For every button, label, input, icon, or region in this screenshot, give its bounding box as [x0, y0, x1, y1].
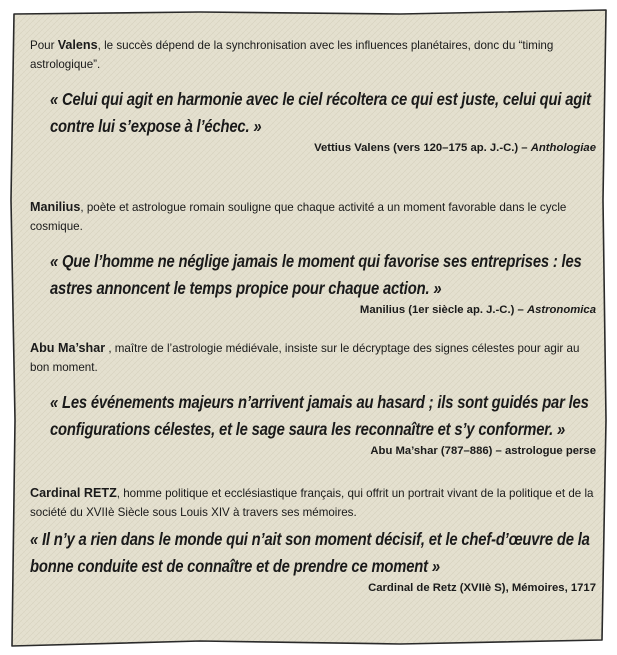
person-name: Cardinal RETZ: [30, 486, 117, 500]
intro-description: , le succès dépend de la synchronisation avec les influences planétaires, donc du “timing astrologique”.: [30, 39, 554, 71]
person-name: Abu Ma’shar: [30, 341, 106, 355]
attribution: [30, 302, 596, 319]
attribution-author: Vettius Valens (vers 120–175 ap. J.-C.) –: [314, 142, 531, 154]
quote-line: « Les événements majeurs n’arrivent jamais au hasard ; ils sont guidés par les: [50, 392, 589, 412]
quote-line: bonne conduite est de connaître et de prendre ce moment »: [30, 556, 440, 576]
intro-description: , poète et astrologue romain souligne que chaque activité a un moment favorable dans le cycle cosmique.: [30, 201, 567, 233]
quote-line: « Il n’y a rien dans le monde qui n’ait son moment décisif, et le chef-d’œuvre de la: [30, 529, 590, 549]
intro-description: , homme politique et ecclésiastique français, qui offrit un portrait vivant de la politique et de la société du XVIIè Siècle sous Louis XIV à travers ses mémoires.: [30, 487, 594, 519]
intro-text: [30, 36, 596, 74]
attribution-work: Astronomica: [526, 304, 596, 316]
attribution-author: Manilius (1er siècle ap. J.-C.) –: [359, 304, 527, 316]
attribution: [30, 140, 596, 157]
section-cardinal-retz: [30, 484, 596, 597]
section-valens: [30, 36, 596, 157]
quote-line: astres annoncent le temps propice pour chaque action. »: [50, 278, 442, 298]
person-name: Valens: [57, 38, 98, 52]
intro-text: [30, 339, 596, 377]
attribution-author: Cardinal de Retz (XVIIè S), Mémoires, 1717: [368, 582, 596, 594]
attribution: [30, 580, 596, 597]
quote-line: configurations célestes, et le sage saura les reconnaître et s’y conformer. »: [50, 419, 565, 439]
quote-line: « Celui qui agit en harmonie avec le ciel récoltera ce qui est juste, celui qui agit: [50, 89, 591, 109]
intro-text: [30, 484, 596, 522]
section-manilius: [30, 198, 596, 319]
intro-prefix: Pour: [30, 39, 58, 52]
person-name: Manilius: [30, 200, 81, 214]
section-abu-mashar: [30, 339, 596, 460]
intro-text: [30, 198, 596, 236]
quote-line: « Que l’homme ne néglige jamais le moment qui favorise ses entreprises : les: [50, 251, 582, 271]
attribution-author: Abu Ma’shar (787–886) – astrologue perse: [370, 445, 596, 457]
intro-description: , maître de l’astrologie médiévale, insiste sur le décryptage des signes célestes pour agir au bon moment.: [30, 342, 580, 374]
attribution: [30, 443, 596, 460]
attribution-work: Anthologiae: [530, 142, 596, 154]
quote-line: contre lui s’expose à l’échec. »: [50, 116, 262, 136]
